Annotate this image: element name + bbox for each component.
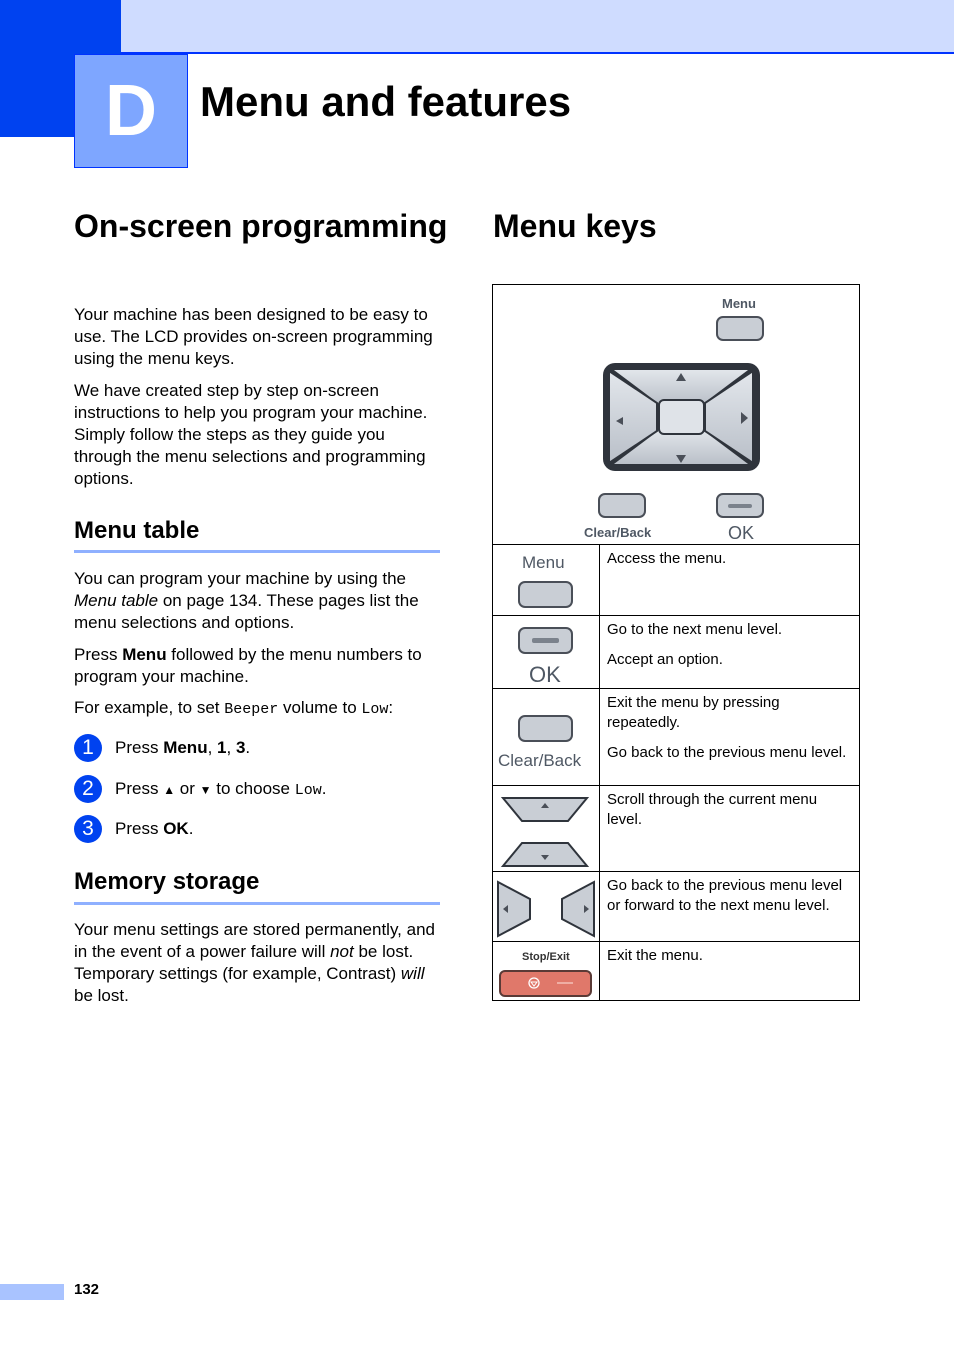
menu-key[interactable] (716, 316, 764, 341)
clear-back-key-description: Exit the menu by pressing repeatedly. Go back to the previous menu level. (600, 689, 860, 786)
clear-back-key[interactable] (598, 493, 646, 518)
control-panel-diagram (493, 285, 860, 545)
up-down-keys-description: Scroll through the current menu level. (600, 786, 860, 872)
down-arrow-icon: ▼ (199, 783, 212, 797)
stop-exit-key-cell (493, 942, 600, 1001)
onscreen-paragraph-2: We have created step by step on-screen instructions to help you program your machine. Simply follow the steps as they guide you through the menu selections and programming options. (74, 381, 428, 488)
onscreen-programming-heading: On-screen programming (74, 208, 448, 244)
left-right-keys-description: Go back to the previous menu level or forward to the next menu level. (600, 872, 860, 942)
up-arrow-icon: ▲ (163, 783, 176, 797)
ok-key-description: Go to the next menu level. Accept an option. (600, 616, 860, 689)
left-right-keys-cell (493, 872, 600, 942)
ok-key[interactable] (518, 627, 573, 654)
page-number: 132 (74, 1281, 100, 1298)
clear-back-key-caption: Clear/Back (498, 751, 582, 770)
up-down-arrow-keys-icon (493, 786, 599, 872)
navigation-pad-icon (493, 285, 859, 544)
left-right-arrow-keys-icon (493, 872, 599, 942)
clear-back-key-cell (493, 689, 600, 786)
menu-key-caption: Menu (522, 553, 565, 572)
menu-table-heading: Menu table (74, 517, 200, 544)
menu-table-rule (74, 550, 440, 553)
menu-table-paragraph-1: You can program your machine by using the Menu table on page 134. These pages list the menu selections and options. (74, 569, 419, 632)
chapter-title: Menu and features (200, 78, 572, 125)
step-3 (74, 815, 454, 843)
memory-storage-rule (74, 902, 440, 905)
step-text: Press OK. (115, 819, 194, 838)
stop-exit-key-description: Exit the menu. (600, 942, 860, 1001)
ok-key-cell (493, 616, 600, 689)
menu-table-paragraph-3: For example, to set Beeper volume to Low: (74, 698, 394, 718)
step-number: 3 (74, 815, 102, 843)
ok-key[interactable] (716, 493, 764, 518)
step-number: 2 (74, 775, 102, 803)
clear-back-key-label: Clear/Back (584, 525, 652, 540)
menu-keys-table (492, 284, 860, 1001)
menu-key-label: Menu (722, 296, 756, 311)
menu-table-paragraph-2: Press Menu followed by the menu numbers to program your machine. (74, 645, 422, 686)
step-text: Press ▲ or ▼ to choose Low. (115, 779, 327, 799)
menu-key[interactable] (518, 581, 573, 608)
clear-back-key[interactable] (518, 715, 573, 742)
footer-bar (0, 1284, 64, 1300)
ok-key-caption: OK (529, 662, 561, 687)
ok-key-label: OK (728, 523, 755, 543)
header-band (121, 0, 954, 54)
step-1 (74, 734, 454, 762)
memory-storage-paragraph: Your menu settings are stored permanently, and in the event of a power failure will not be lost. Temporary settings (for example, Contrast) will be lost. (74, 920, 435, 1005)
step-2 (74, 775, 454, 803)
stop-exit-key[interactable] (499, 970, 592, 997)
step-text: Press Menu, 1, 3. (115, 738, 251, 757)
menu-keys-heading: Menu keys (493, 208, 657, 244)
menu-key-cell (493, 545, 600, 616)
step-number: 1 (74, 734, 102, 762)
onscreen-paragraph-1: Your machine has been designed to be easy to use. The LCD provides on-screen programming using the menu keys. (74, 305, 433, 368)
chapter-letter: D (74, 54, 188, 168)
menu-key-description: Access the menu. (600, 545, 860, 616)
memory-storage-heading: Memory storage (74, 868, 260, 895)
stop-exit-key-caption: Stop/Exit (522, 951, 570, 963)
up-down-keys-cell (493, 786, 600, 872)
stop-icon (499, 970, 592, 997)
menu-table-link[interactable]: Menu table (74, 591, 159, 610)
